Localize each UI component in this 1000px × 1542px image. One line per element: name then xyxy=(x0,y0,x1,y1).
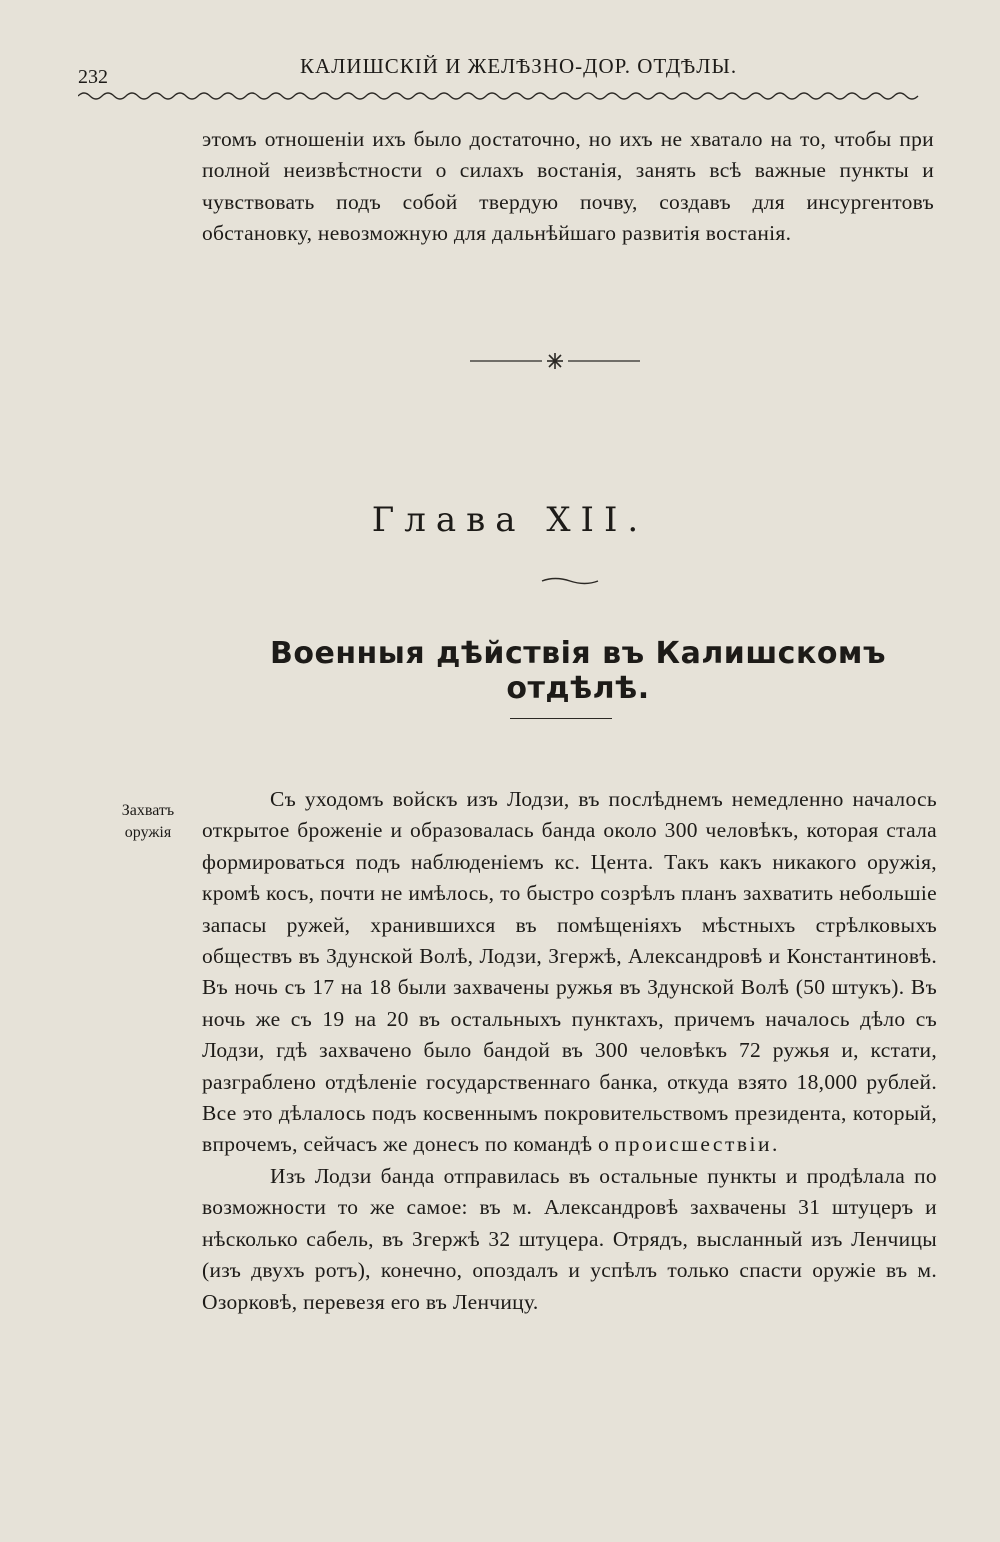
spaced-word: происшествіи. xyxy=(614,1132,780,1157)
header-wavy-rule xyxy=(78,88,920,104)
title-rule xyxy=(510,718,612,719)
margin-note-line: Захватъ xyxy=(121,802,175,819)
section-break-ornament xyxy=(470,352,640,370)
section-title: Военныя дѣйствія въ Калишскомъ отдѣлѣ. xyxy=(270,636,886,706)
margin-note xyxy=(100,800,196,844)
page-number: 232 xyxy=(78,66,108,88)
body-paragraph xyxy=(202,784,937,1161)
body-paragraph: Изъ Лодзи банда отправилась въ остальные пункты и продѣлала по возможности то же самое: въ м. Александровѣ захвачены 31 штуцеръ и нѣсколько сабель, въ Згержѣ 32 штуцера. Отрядъ, высланный изъ Ленчицы (изъ двухъ ротъ), конечно, опоздалъ и успѣлъ только спасти оружіе въ м. Озорковѣ, перевезя его въ Ленчицу. xyxy=(202,1163,937,1314)
running-head: КАЛИШСКІЙ И ЖЕЛѢЗНО-ДОР. ОТДѢЛЫ. xyxy=(300,54,738,78)
continued-paragraph xyxy=(202,124,934,250)
chapter-ornament xyxy=(540,576,600,586)
paragraph-text: этомъ отношеніи ихъ было достаточно, но ихъ не хватало на то, чтобы при полной неизвѣстности о силахъ востанія, занять всѣ важные пункты и чувствовать подъ собой твердую почву, создавъ для инсургентовъ обстановку, невозможную для дальнѣйшаго развитія востанія. xyxy=(202,127,934,246)
paragraph-text: Съ уходомъ войскъ изъ Лодзи, въ послѣднемъ немедленно началось открытое броженіе и образовалась банда около 300 человѣкъ, которая стала формироваться подъ наблюденіемъ кс. Цента. Такъ какъ никакого оружія, кромѣ косъ, почти не имѣлось, то быстро созрѣлъ планъ захватить небольшіе запасы ружей, хранившихся въ помѣщеніяхъ мѣстныхъ стрѣлковыхъ обществъ въ Здунской Волѣ, Лодзи, Згержѣ, Александровѣ и Константиновѣ. Въ ночь съ 17 на 18 были захвачены ружья въ Здунской Волѣ (50 штукъ). Въ ночь же съ 19 на 20 въ остальныхъ пунктахъ, причемъ началось дѣло съ Лодзи, гдѣ захвачено было бандой въ 300 человѣкъ 72 ружья и, кстати, разграблено отдѣленіе государственнаго банка, откуда взято 18,000 рублей. Все это дѣлалось подъ косвеннымъ покровительствомъ президента, который, впрочемъ, сейчасъ же донесъ по командѣ о xyxy=(202,787,937,1157)
chapter-title: Глава XII. xyxy=(371,500,649,540)
body-text xyxy=(202,784,937,1318)
margin-note-line: оружія xyxy=(124,824,172,841)
